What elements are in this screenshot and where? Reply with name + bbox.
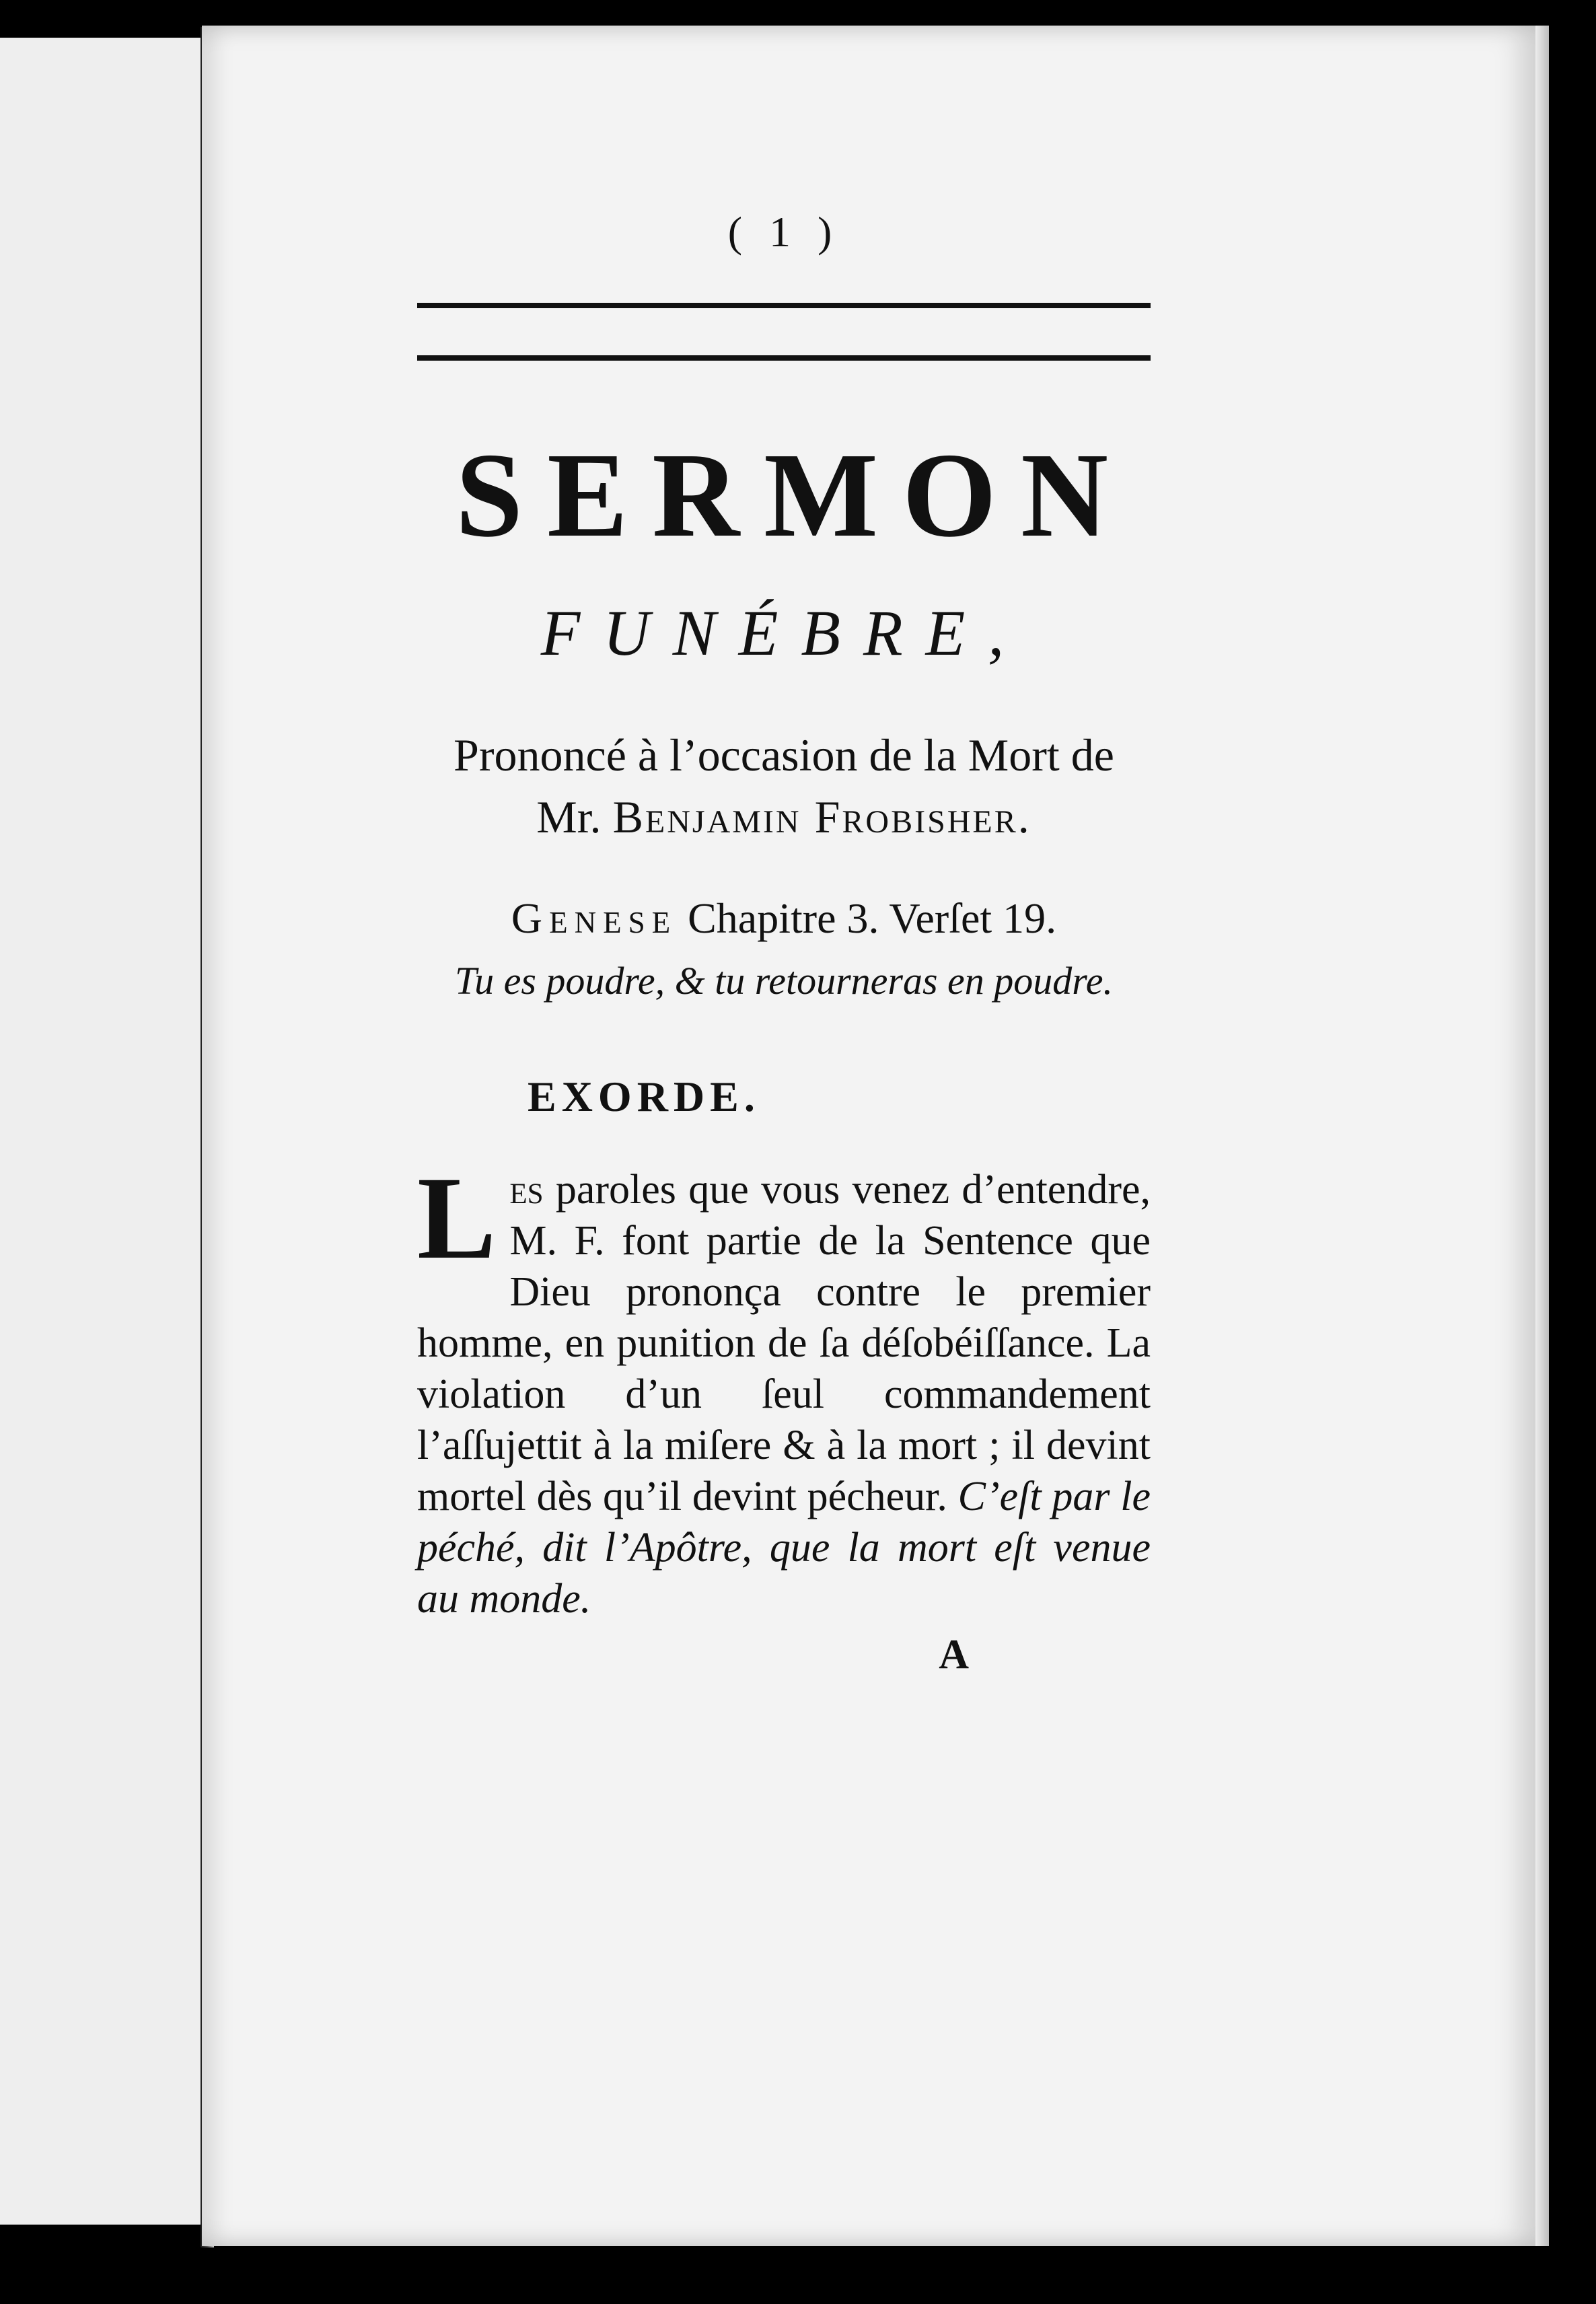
sermon-subtitle: FUNÉBRE, bbox=[540, 597, 1027, 669]
drop-cap: L bbox=[417, 1153, 497, 1284]
top-rule bbox=[417, 303, 1151, 308]
left-page-edge bbox=[0, 38, 206, 2225]
occasion-line-2 bbox=[417, 786, 1151, 848]
scripture-chapter-verse: Chapitre 3. Verſet 19. bbox=[677, 894, 1057, 942]
scripture-quote: Tu es poudre, & tu retourneras en poudre. bbox=[455, 959, 1113, 1003]
scripture-book: Genese bbox=[511, 894, 678, 942]
scripture-reference bbox=[417, 888, 1151, 949]
page-right-edge bbox=[1535, 26, 1549, 2246]
occasion-prefix: Mr. bbox=[536, 791, 613, 842]
section-heading: EXORDE. bbox=[528, 1073, 760, 1120]
body-first-word: es bbox=[509, 1167, 544, 1213]
deceased-name: Benjamin Frobisher. bbox=[612, 791, 1031, 842]
catchword: A bbox=[939, 1632, 969, 1678]
page-number: ( 1 ) bbox=[727, 208, 840, 256]
text-block bbox=[417, 202, 1151, 1678]
occasion-line-1: Prononcé à l’occasion de la Mort de bbox=[454, 729, 1114, 781]
body-paragraph bbox=[417, 1153, 1151, 1624]
body-text-main: paroles que vous venez d’entendre, M. F. font partie de la Sentence que Dieu prononça contre le premier homme, en punition de ſa déſobéiſſance. La violation d’un ſeul commandement l’aſſujettit à la miſere & à la mort ; il devint mortel dès qu’il devint pécheur. bbox=[417, 1167, 1151, 1519]
occasion-text bbox=[417, 724, 1151, 848]
body-text-italic: C’eſt par le péché, dit l’Apôtre, que la mort eſt venue au monde. bbox=[417, 1474, 1151, 1622]
sermon-title: SERMON bbox=[455, 428, 1133, 562]
second-rule bbox=[417, 355, 1151, 361]
